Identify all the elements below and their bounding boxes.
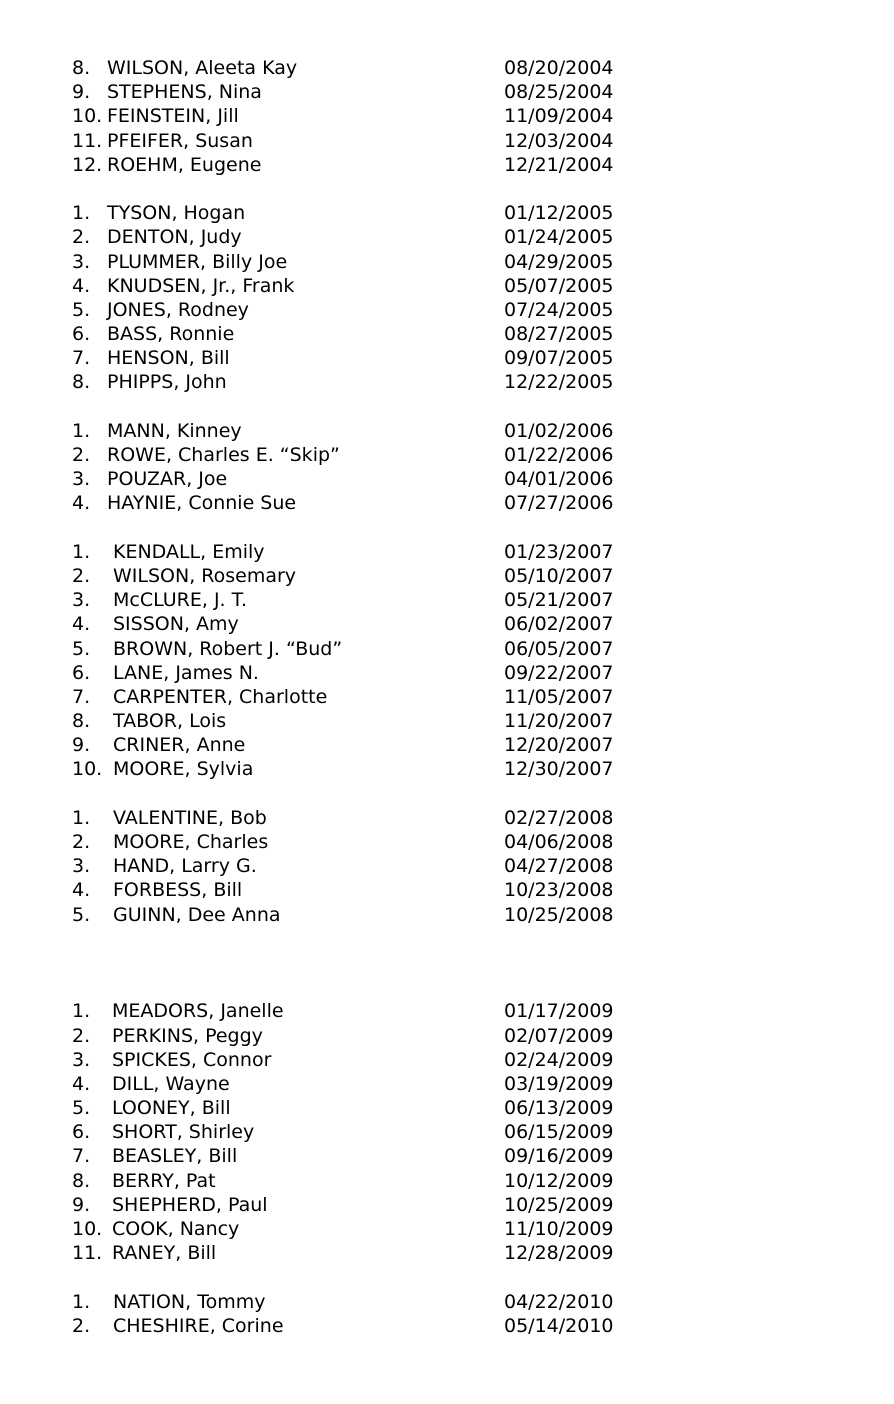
entry-name: BROWN, Robert J. “Bud” <box>113 637 343 660</box>
entry-number: 3. <box>72 1048 91 1071</box>
entry-number: 4. <box>72 274 91 297</box>
entry-number: 1. <box>72 806 91 829</box>
entry-date: 12/22/2005 <box>504 371 614 394</box>
entry-date: 04/06/2008 <box>504 831 614 853</box>
list-item <box>72 80 672 104</box>
entry-name: SPICKES, Connor <box>112 1048 272 1071</box>
entry-number: 6. <box>72 323 91 346</box>
entry-date: 08/20/2004 <box>504 57 614 79</box>
entry-number: 8. <box>72 710 91 733</box>
entry-number: 6. <box>72 661 91 684</box>
entry-number: 4. <box>72 1072 91 1095</box>
entry-number: 1. <box>72 1290 91 1313</box>
entry-name: McCLURE, J. T. <box>113 589 248 612</box>
entry-name: WILSON, Aleeta Kay <box>107 57 298 79</box>
list-item <box>72 419 672 443</box>
list-item <box>72 370 672 394</box>
entry-number: 9. <box>72 81 91 104</box>
entry-date: 02/07/2009 <box>504 1024 614 1047</box>
list-item <box>72 322 672 346</box>
entry-name: SHEPHERD, Paul <box>112 1193 268 1216</box>
entry-number: 2. <box>72 831 91 853</box>
entry-date: 10/25/2008 <box>504 903 614 926</box>
list-item <box>72 709 672 733</box>
entry-date: 01/24/2005 <box>504 226 614 249</box>
entry-name: TYSON, Hogan <box>107 202 246 225</box>
entry-number: 2. <box>72 564 91 587</box>
list-item <box>72 491 672 515</box>
list-item <box>72 1217 672 1241</box>
entry-date: 09/22/2007 <box>504 661 614 684</box>
entry-number: 4. <box>72 492 91 515</box>
entry-name: STEPHENS, Nina <box>107 81 262 104</box>
list-item <box>72 153 672 177</box>
entry-date: 05/21/2007 <box>504 589 614 612</box>
entry-number: 11. <box>72 129 103 152</box>
entry-date: 01/12/2005 <box>504 202 614 225</box>
list-item <box>72 999 672 1023</box>
list-item <box>72 1096 672 1120</box>
entry-date: 02/27/2008 <box>504 806 614 829</box>
year-group-2009 <box>72 999 672 1265</box>
list-item <box>72 612 672 636</box>
entry-date: 10/12/2009 <box>504 1169 614 1192</box>
list-item <box>72 1314 672 1338</box>
list-item <box>72 854 672 878</box>
entry-name: FORBESS, Bill <box>113 879 243 902</box>
list-item <box>72 661 672 685</box>
entry-name: BASS, Ronnie <box>107 323 235 346</box>
entry-name: PHIPPS, John <box>107 371 227 394</box>
entry-number: 9. <box>72 734 91 757</box>
entry-number: 4. <box>72 879 91 902</box>
entry-date: 05/07/2005 <box>504 274 614 297</box>
list-item <box>72 588 672 612</box>
entry-number: 7. <box>72 685 91 708</box>
list-item <box>72 346 672 370</box>
entry-date: 04/29/2005 <box>504 250 614 273</box>
entry-name: ROEHM, Eugene <box>107 153 262 176</box>
entry-date: 10/23/2008 <box>504 879 614 902</box>
entry-name: LOONEY, Bill <box>112 1097 231 1120</box>
list-item <box>72 298 672 322</box>
entry-name: CARPENTER, Charlotte <box>113 685 328 708</box>
entry-date: 12/30/2007 <box>504 758 614 781</box>
entry-name: BERRY, Pat <box>112 1169 216 1192</box>
entry-date: 01/22/2006 <box>504 444 614 466</box>
list-item <box>72 1193 672 1217</box>
entry-name: VALENTINE, Bob <box>113 806 267 829</box>
entry-date: 06/05/2007 <box>504 637 614 660</box>
entry-name: SISSON, Amy <box>113 613 239 636</box>
entry-number: 6. <box>72 1121 91 1144</box>
entry-name: LANE, James N. <box>113 661 259 684</box>
list-item <box>72 1048 672 1072</box>
entry-number: 11. <box>72 1242 103 1265</box>
entry-date: 12/20/2007 <box>504 734 614 757</box>
entry-name: MANN, Kinney <box>107 419 242 442</box>
entry-date: 08/25/2004 <box>504 81 614 104</box>
entry-number: 3. <box>72 250 91 273</box>
entry-date: 09/16/2009 <box>504 1145 614 1168</box>
list-item <box>72 201 672 225</box>
entry-number: 2. <box>72 226 91 249</box>
year-group-2005 <box>72 201 672 395</box>
entry-date: 04/22/2010 <box>504 1290 614 1313</box>
list-item <box>72 104 672 128</box>
year-group-2004 <box>72 56 672 177</box>
entry-date: 10/25/2009 <box>504 1193 614 1216</box>
entry-name: KNUDSEN, Jr., Frank <box>107 274 295 297</box>
entry-number: 2. <box>72 1314 91 1337</box>
entry-date: 02/24/2009 <box>504 1048 614 1071</box>
list-item <box>72 467 672 491</box>
list-item <box>72 1144 672 1168</box>
entry-name: CHESHIRE, Corine <box>113 1314 284 1337</box>
list-item <box>72 637 672 661</box>
entry-date: 03/19/2009 <box>504 1072 614 1095</box>
entry-name: GUINN, Dee Anna <box>113 903 281 926</box>
list-item <box>72 878 672 902</box>
entry-number: 5. <box>72 298 91 321</box>
list-item <box>72 56 672 80</box>
entry-number: 3. <box>72 589 91 612</box>
year-group-2010 <box>72 1290 672 1338</box>
list-item <box>72 830 672 854</box>
entry-number: 4. <box>72 613 91 636</box>
entry-date: 04/27/2008 <box>504 855 614 878</box>
list-item <box>72 1072 672 1096</box>
entry-name: DILL, Wayne <box>112 1072 230 1095</box>
entry-number: 1. <box>72 1000 91 1023</box>
list-item <box>72 806 672 830</box>
entry-number: 5. <box>72 637 91 660</box>
entry-name: MOORE, Sylvia <box>113 758 254 781</box>
entry-name: DENTON, Judy <box>107 226 242 249</box>
entry-date: 01/23/2007 <box>504 540 614 563</box>
list-item <box>72 250 672 274</box>
list-item <box>72 1169 672 1193</box>
entry-date: 11/09/2004 <box>504 105 614 128</box>
entry-date: 05/14/2010 <box>504 1314 614 1337</box>
entry-number: 1. <box>72 419 91 442</box>
entry-name: PFEIFER, Susan <box>107 129 253 152</box>
entry-name: KENDALL, Emily <box>113 540 265 563</box>
entry-name: FEINSTEIN, Jill <box>107 105 239 128</box>
list-item <box>72 903 672 927</box>
entry-date: 04/01/2006 <box>504 468 614 491</box>
list-item <box>72 274 672 298</box>
entry-number: 2. <box>72 1024 91 1047</box>
entry-date: 11/05/2007 <box>504 685 614 708</box>
entry-name: WILSON, Rosemary <box>113 564 297 587</box>
entry-number: 5. <box>72 903 91 926</box>
entry-name: MEADORS, Janelle <box>112 1000 284 1023</box>
entry-number: 3. <box>72 468 91 491</box>
entry-name: CRINER, Anne <box>113 734 246 757</box>
list-item <box>72 443 672 467</box>
entry-date: 06/02/2007 <box>504 613 614 636</box>
list-item <box>72 540 672 564</box>
entry-number: 8. <box>72 1169 91 1192</box>
list-item <box>72 1290 672 1314</box>
entry-date: 01/17/2009 <box>504 1000 614 1023</box>
entry-number: 10. <box>72 758 103 781</box>
entry-name: HENSON, Bill <box>107 347 230 370</box>
list-item <box>72 733 672 757</box>
list-item <box>72 1120 672 1144</box>
entry-name: COOK, Nancy <box>112 1218 240 1241</box>
entry-number: 1. <box>72 202 91 225</box>
entry-number: 7. <box>72 1145 91 1168</box>
entry-date: 07/24/2005 <box>504 298 614 321</box>
entry-date: 08/27/2005 <box>504 323 614 346</box>
entry-name: SHORT, Shirley <box>112 1121 255 1144</box>
entry-name: ROWE, Charles E. “Skip” <box>107 444 340 466</box>
entry-date: 09/07/2005 <box>504 347 614 370</box>
entry-date: 06/13/2009 <box>504 1097 614 1120</box>
entry-name: HAYNIE, Connie Sue <box>107 492 297 515</box>
entry-date: 07/27/2006 <box>504 492 614 515</box>
entry-name: POUZAR, Joe <box>107 468 228 491</box>
entry-date: 05/10/2007 <box>504 564 614 587</box>
entry-name: PERKINS, Peggy <box>112 1024 263 1047</box>
entry-name: MOORE, Charles <box>113 831 269 853</box>
list-item <box>72 1024 672 1048</box>
entry-name: PLUMMER, Billy Joe <box>107 250 288 273</box>
entry-number: 8. <box>72 371 91 394</box>
entry-name: RANEY, Bill <box>112 1242 217 1265</box>
list-item <box>72 757 672 781</box>
entry-name: BEASLEY, Bill <box>112 1145 238 1168</box>
member-list-document <box>72 56 672 1362</box>
entry-name: JONES, Rodney <box>107 298 249 321</box>
list-item <box>72 1241 672 1265</box>
entry-name: HAND, Larry G. <box>113 855 257 878</box>
entry-number: 8. <box>72 57 91 79</box>
entry-date: 11/10/2009 <box>504 1218 614 1241</box>
entry-date: 11/20/2007 <box>504 710 614 733</box>
entry-number: 5. <box>72 1097 91 1120</box>
entry-number: 10. <box>72 1218 103 1241</box>
year-group-2008 <box>72 806 672 927</box>
entry-number: 1. <box>72 540 91 563</box>
entry-date: 01/02/2006 <box>504 419 614 442</box>
list-item <box>72 685 672 709</box>
entry-date: 06/15/2009 <box>504 1121 614 1144</box>
list-item <box>72 225 672 249</box>
entry-number: 10. <box>72 105 103 128</box>
entry-number: 2. <box>72 444 91 466</box>
year-group-2007 <box>72 540 672 782</box>
entry-number: 3. <box>72 855 91 878</box>
entry-number: 9. <box>72 1193 91 1216</box>
entry-number: 12. <box>72 153 103 176</box>
entry-date: 12/03/2004 <box>504 129 614 152</box>
entry-name: NATION, Tommy <box>113 1290 266 1313</box>
list-item <box>72 564 672 588</box>
year-group-2006 <box>72 419 672 516</box>
entry-date: 12/28/2009 <box>504 1242 614 1265</box>
list-item <box>72 129 672 153</box>
entry-name: TABOR, Lois <box>113 710 227 733</box>
entry-number: 7. <box>72 347 91 370</box>
entry-date: 12/21/2004 <box>504 153 614 176</box>
